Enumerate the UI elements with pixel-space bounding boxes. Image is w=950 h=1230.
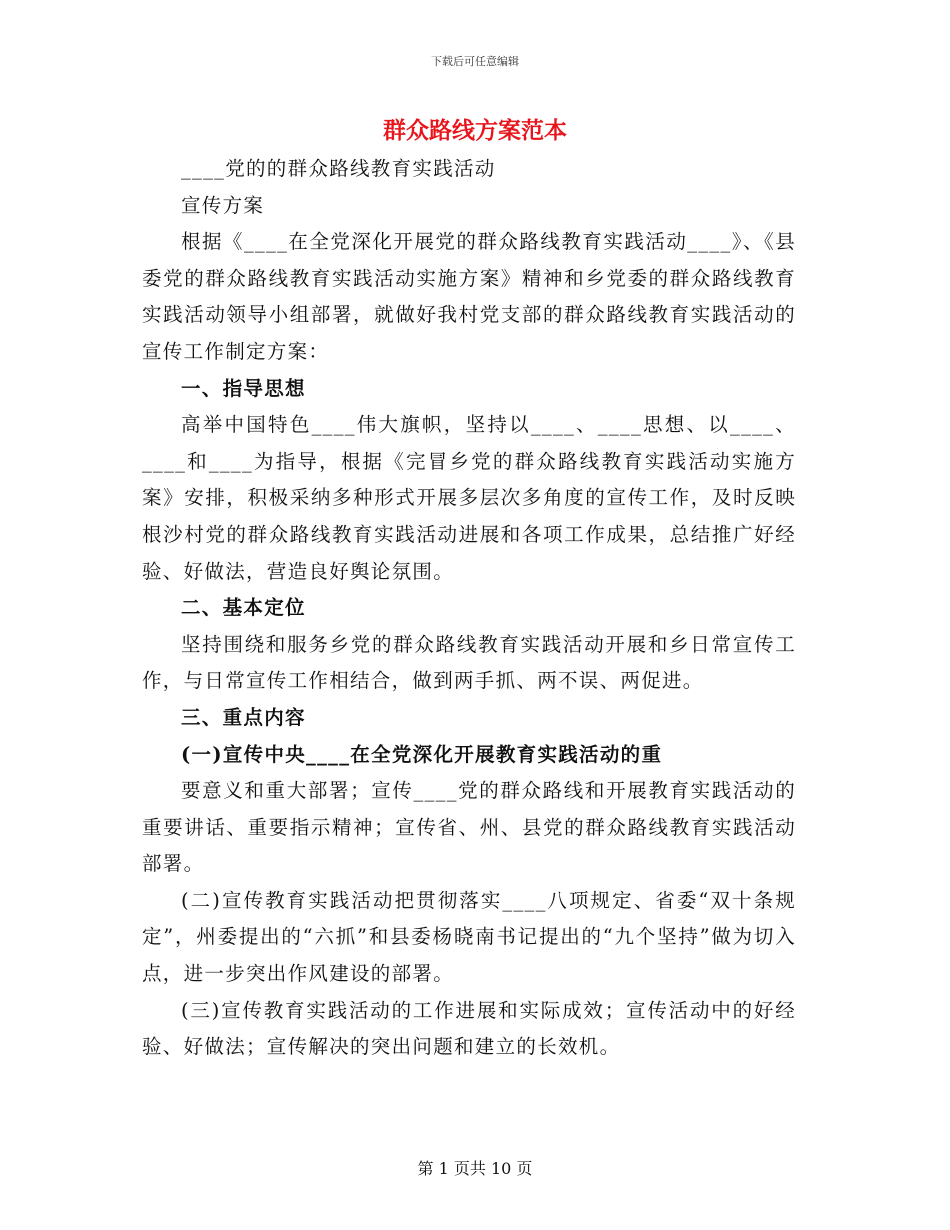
paragraph-content-1: 要意义和重大部署；宣传____党的群众路线和开展教育实践活动的重要讲话、重要指示精神；宣传省、州、县党的群众路线教育实践活动部署。: [142, 779, 796, 876]
section-heading-1: 一、指导思想: [181, 376, 306, 400]
subsection-heading-1: (一)宣传中央____在全党深化开展教育实践活动的重: [181, 742, 663, 766]
paragraph-guiding-thought: 高举中国特色____伟大旗帜，坚持以____、____思想、以____、____和____为指导，根据《完冒乡党的群众路线教育实践活动实施方案》安排，积极采纳多种形式开展多层次多角度的宣传工作，及时反映根沙村党的群众路线教育实践活动进展和各项工作成果，总结推广好经验、好做法，营造良好舆论氛围。: [142, 413, 796, 583]
paragraph-intro: 根据《____在全党深化开展党的群众路线教育实践活动____》、《县委党的群众路线教育实践活动实施方案》精神和乡党委的群众路线教育实践活动领导小组部署，就做好我村党支部的群众路线教育实践活动的宣传工作制定方案：: [142, 230, 796, 363]
paragraph-subtitle-2: 宣传方案: [181, 193, 265, 217]
page-footer: 第 1 页共 10 页: [417, 1159, 533, 1178]
paragraph-content-2: (二)宣传教育实践活动把贯彻落实____八项规定、省委“双十条规定”，州委提出的“六抓”和县委杨晓南书记提出的“九个坚持”做为切入点，进一步突出作风建设的部署。: [142, 888, 796, 986]
paragraph-subtitle: ____党的的群众路线教育实践活动: [181, 157, 496, 180]
document-body: [142, 151, 796, 1066]
header-note: 下载后可任意编辑: [431, 55, 519, 68]
document-title: 群众路线方案范本: [383, 117, 567, 144]
paragraph-positioning: 坚持围绕和服务乡党的群众路线教育实践活动开展和乡日常宣传工作，与日常宣传工作相结合，做到两手抓、两不误、两促进。: [142, 632, 796, 693]
section-heading-3: 三、重点内容: [181, 705, 306, 729]
section-heading-2: 二、基本定位: [181, 596, 306, 620]
paragraph-content-3: (三)宣传教育实践活动的工作进展和实际成效；宣传活动中的好经验、好做法；宣传解决的突出问题和建立的长效机。: [142, 998, 796, 1059]
